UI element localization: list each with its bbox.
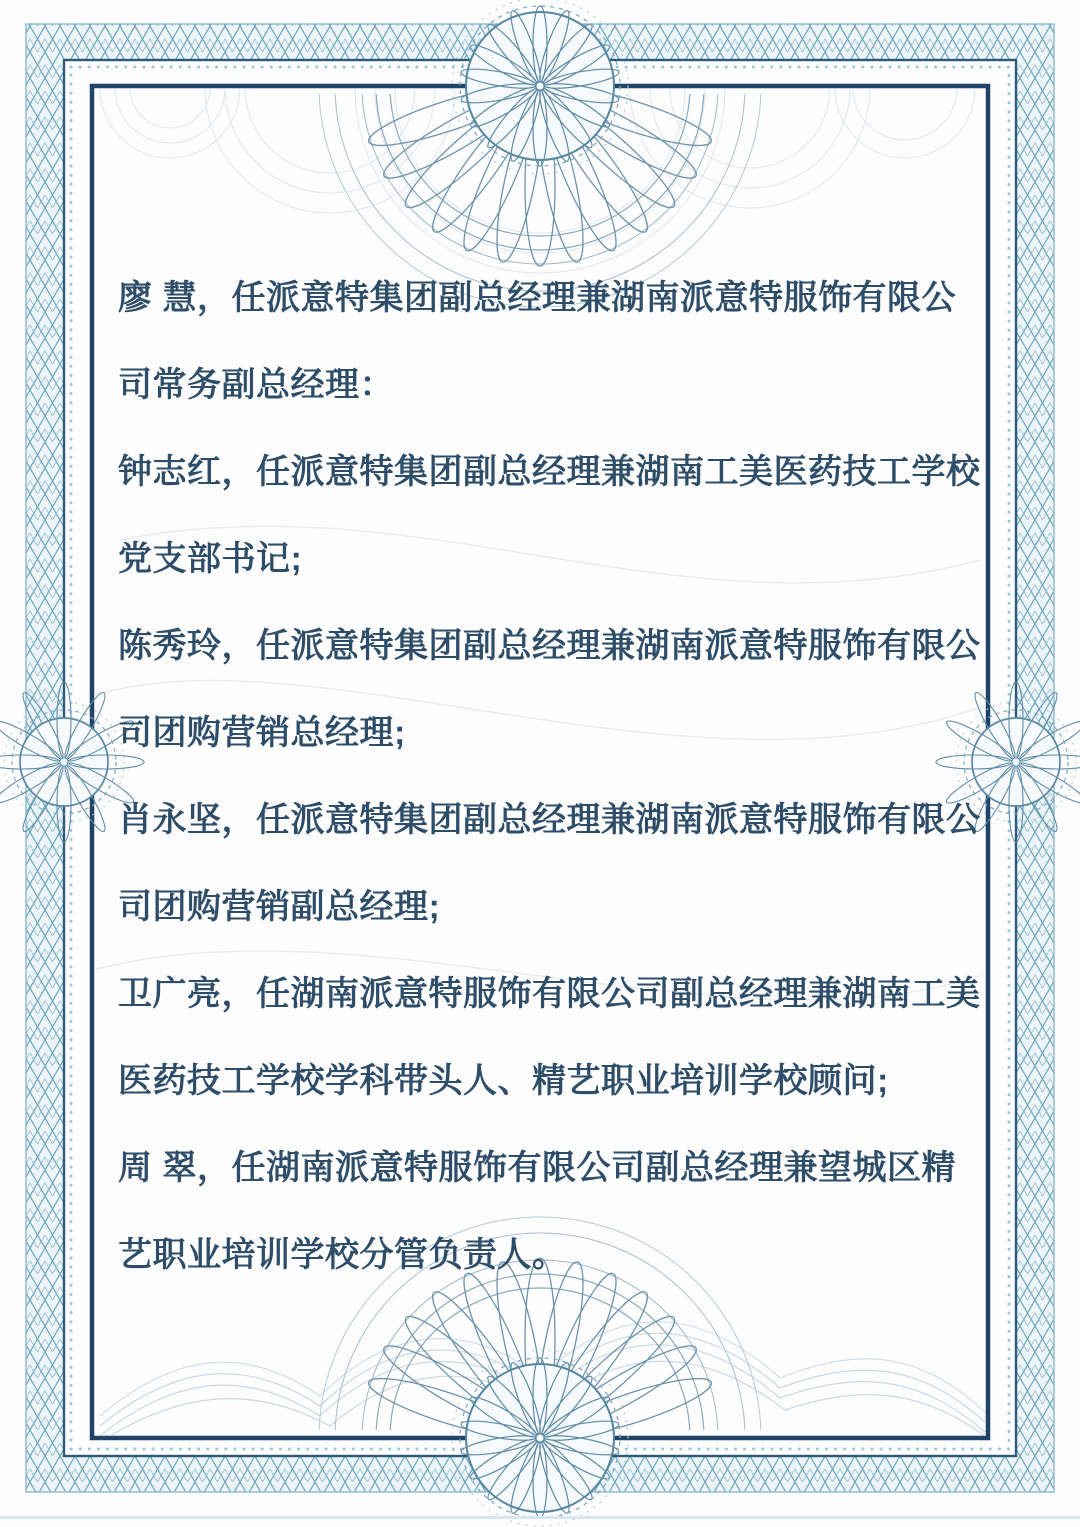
appointment-text: 任湖南派意特服饰有限公司副总经理兼湖南工美医药技工学校学科带头人、精艺职业培训学校顾问; [118,975,981,1100]
person-name: 卫广亮， [118,975,256,1013]
announcement-body [118,255,984,1299]
person-name: 周 翠， [118,1149,232,1187]
person-name: 廖 慧， [118,279,232,317]
person-name: 陈秀玲， [118,627,256,665]
appointment-paragraph [118,1125,984,1299]
appointment-paragraph [118,777,984,951]
appointment-text: 任湖南派意特服饰有限公司副总经理兼望城区精艺职业培训学校分管负责人。 [118,1149,956,1274]
person-name: 钟志红， [118,453,256,491]
appointment-paragraph [118,255,984,429]
appointment-text: 任派意特集团副总经理兼湖南派意特服饰有限公司团购营销总经理; [118,627,981,752]
appointment-text: 任派意特集团副总经理兼湖南派意特服饰有限公司常务副总经理： [118,279,956,404]
appointment-text: 任派意特集团副总经理兼湖南工美医药技工学校党支部书记; [118,453,981,578]
appointment-paragraph [118,951,984,1125]
appointment-text: 任派意特集团副总经理兼湖南派意特服饰有限公司团购营销副总经理; [118,801,981,926]
appointment-paragraph [118,603,984,777]
person-name: 肖永坚， [118,801,256,839]
appointment-paragraph [118,429,984,603]
